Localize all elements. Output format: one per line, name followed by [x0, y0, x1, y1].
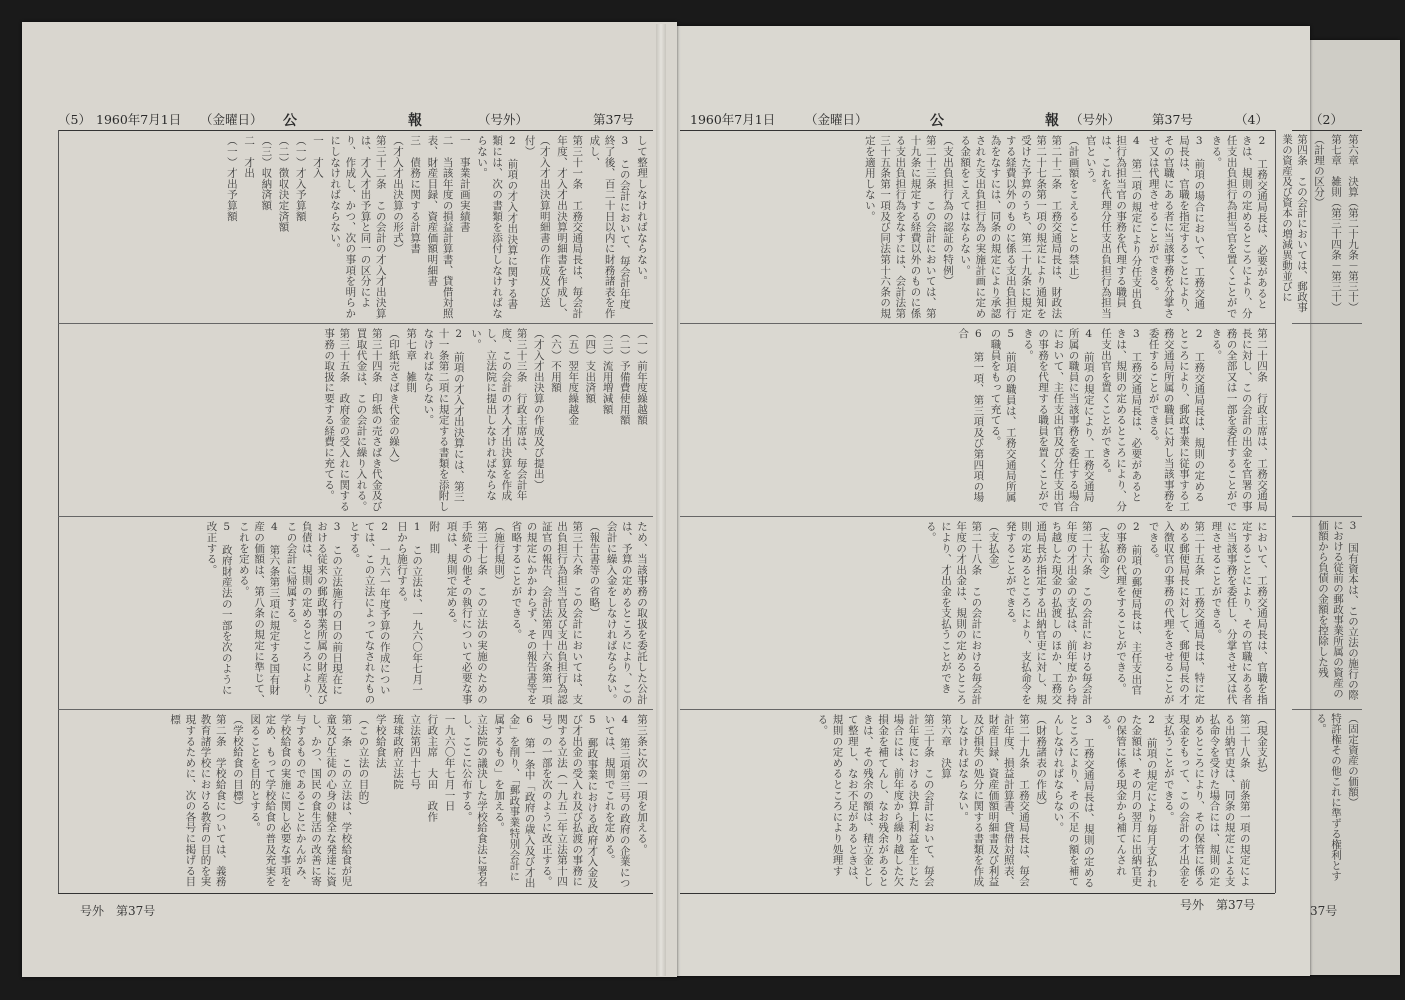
right-page-title-a: 公 [930, 113, 944, 129]
text-paragraph: 5 政府財産法の一部を次のように改正する。 [205, 521, 233, 696]
text-paragraph: （この立法の目的） [357, 714, 370, 812]
left-text-block-1 [60, 131, 653, 323]
back-text-block-1 [1281, 134, 1360, 320]
text-paragraph: 第二十二条 工務交通局長は、財政法第二十七条第一項の規定により通知を受けた予算のうち、第二十九条に規定する経費以外のものに係る支出負担行為をなすには、同条の規定により承認された支出負担行為の実施計画に定める金額をこえてはならない。 [959, 135, 1063, 319]
left-page-kind: （号外） [478, 112, 529, 127]
text-paragraph: 第三条に次の一項を加える。 [636, 714, 648, 855]
text-paragraph: 5 前項の職員は、工務交通局所属の職員をもって充てる。 [989, 328, 1017, 503]
text-paragraph: 2 工務交通局長は、必要があるときは、規則の定めるところにより、分任支出負担行為担当官を置くことができる。 [1210, 135, 1268, 319]
back-row-divider-1 [1292, 323, 1362, 324]
text-paragraph: 第四条 この会計においては、郵政事業の資産及び資本の増減異動並びに [1281, 134, 1308, 313]
text-paragraph: 1 この立法は、一九六〇年七月一日から施行する。 [395, 521, 424, 696]
text-paragraph: 一九六〇年七月一日 [443, 714, 456, 812]
text-paragraph: 第二十八条 この会計における毎会計年度の才出金は、規則の定めるところにより、才出金を支払うことができる。 [924, 521, 983, 705]
text-paragraph: （四）支出済額 [584, 328, 597, 404]
text-paragraph: 2 前項の才入才出決算に関する書類には、次の書類を添付しなければならない。 [475, 135, 519, 319]
left-page-title-b: 報 [408, 113, 422, 129]
back-page-number: （2） [1310, 112, 1343, 127]
text-paragraph: （一）前年度繰越額 [636, 328, 648, 426]
text-paragraph: （固定資産の価額） [1347, 713, 1359, 808]
text-paragraph: 第三十条 この会計において、毎会計年度における決算上利益を生じた場合には、前年度から繰り越した欠損金を補てんし、なお残余があるときは、その残余の額は、積立金として整理し、なお不足があるときは、規則の定めるところにより処理する。 [816, 714, 935, 887]
text-paragraph: 第三十六条 この会計においては、支出負担行為担当官及び支出負担行為認証官の報告、会計法第四十六条第一項の規定にかかわらず、その報告書等を省略することができる。 [510, 521, 584, 705]
text-paragraph: において、工務交通局長は、官職を指定することにより、その官職にある者に当該事務を委任し、分掌させ又は代理させることができる。 [1210, 521, 1268, 705]
text-paragraph: 特許権その他これに準ずる権利とする。 [1315, 713, 1342, 881]
back-text-block-4 [1294, 713, 1360, 893]
text-paragraph: 二 当該年度の損益計算書、貸借対照表、財産目録、資産価額明細書 [426, 135, 454, 319]
text-paragraph: 4 第二項の規定により分任支出負担行為担当官の事務を代理する職員は、これを代理分任支出負担行為担当官という。 [1084, 135, 1143, 319]
text-paragraph: 第二十六条 この会計における毎会計年度の才出金の支払は、前年度から持ち越した現金の払渡しのほか、工務交通局長が指定する出納官吏に対し、規則の定めるところにより、支払命令を発することができる。 [1004, 521, 1093, 705]
right-page-footer: 号外 第37号 [1180, 898, 1256, 912]
text-paragraph: （計画額をこえることの禁止） [1067, 135, 1080, 287]
text-paragraph: 第三十二条 この会計の才入才出決算は、才入才出予算と同一の区分により、作成し、かつ、次の事項を明らかにしなければならない。 [329, 135, 387, 319]
text-paragraph: 3 工務交通局長は、必要があるときは、規則の定めるところにより、分任支出官を置くことができる。 [1099, 328, 1143, 512]
text-paragraph: 行政主席 大田 政作 [426, 714, 439, 822]
right-page-kind: （号外） [1070, 112, 1121, 127]
left-page-number: （5） [58, 112, 91, 127]
center-fold [656, 24, 666, 976]
text-paragraph: 学校給食法 [374, 714, 387, 768]
text-paragraph: して整理しなければならない。 [636, 135, 648, 287]
text-paragraph: （一）才入予算額 [294, 135, 307, 222]
right-page-date: 1960年7月1日 [690, 112, 776, 127]
text-paragraph: （二）予備費使用額 [618, 328, 631, 426]
text-paragraph: （六）不用額 [549, 328, 562, 393]
text-paragraph: （二）徴収決定済額 [277, 135, 290, 233]
text-paragraph: 2 前項の郵便局長は、主任支出官の事務の代理をすることができる。 [1115, 521, 1143, 696]
right-text-block-4 [680, 710, 1273, 893]
text-paragraph: 琉球政府立法院 [391, 714, 404, 790]
left-page-date: 1960年7月1日 [96, 112, 182, 127]
text-paragraph: 4 第六条第三項に規定する国有財産の価額は、第八条の規定に準じて、これを定める。 [237, 521, 281, 705]
text-paragraph: 第二十四条 行政主席は、工務交通局長に対し、この会計の出金を官署の事務の全部又は一部を委任することができる。 [1210, 328, 1268, 512]
right-text-block-1 [680, 131, 1273, 323]
text-paragraph: （現金支払） [1256, 714, 1268, 779]
text-paragraph: 附 則 [428, 521, 441, 554]
left-page-issue: 第37号 [593, 112, 634, 127]
text-paragraph: （学校給食の目標） [231, 714, 244, 812]
left-block-3-text [203, 521, 649, 705]
right-page-number: （4） [1235, 112, 1268, 127]
left-block-1-text [224, 135, 649, 319]
back-block-1-text [1279, 134, 1360, 320]
text-paragraph: 第七章 雑則（第三十四条－第三十） [1330, 134, 1342, 313]
text-paragraph: （一）才出予算額 [225, 135, 238, 222]
left-block-4-text [167, 714, 649, 889]
text-paragraph: 一 才入 [311, 135, 324, 179]
text-paragraph: 三 債務に関する計算書 [409, 135, 422, 254]
text-paragraph: （支払命令） [1097, 521, 1110, 586]
text-paragraph: （才入才出決算の作成及び提出） [532, 328, 545, 490]
text-paragraph: 立法第四十七号 [409, 714, 422, 790]
text-paragraph: ため、当該事務の取扱を委託した公計は、予算の定めるところにより、この会計に繰入金をしなければならない。 [605, 521, 648, 705]
text-paragraph: 3 この立法施行の日の前日現在における従来の郵政事業所属の財産及び負債は、規則の定めるところにより、この会計に帰属する。 [285, 521, 344, 705]
text-paragraph: 2 前項の才入才出決算には、第三十一条第二項に規定する書類を添附しなければならない。 [422, 328, 465, 512]
text-paragraph: 4 第三項第三号の政府の企業については、規則でこれを定める。 [603, 714, 631, 889]
text-paragraph: 第三十三条 行政主席は、毎会計年度、この会計の才入才出決算を作成し、立法院に提出しなければならない。 [469, 328, 528, 501]
left-bottom-rule [58, 893, 653, 894]
text-paragraph: 第二十八条 前条第一項の規定による出納官吏は、同条の規定による支払命令を受けた場合には、規則の定めるところにより、その保管に係る現金をもって、この会計の才出金を支払うことができる。 [1162, 714, 1251, 887]
left-text-block-2 [60, 324, 653, 516]
text-paragraph: （三）流用増減額 [601, 328, 614, 415]
text-paragraph: 第七章 雑則 [405, 328, 418, 393]
text-paragraph: 第三十七条 この立法の実施のための手続その他その執行について必要な事項は、規則で定める。 [445, 521, 488, 705]
text-paragraph: 二 才出 [243, 135, 256, 179]
right-text-block-2 [680, 324, 1273, 516]
right-text-block-3 [680, 517, 1273, 709]
left-page-footer: 号外 第37号 [80, 904, 156, 918]
text-paragraph: （財務諸表の作成） [1035, 714, 1048, 812]
text-paragraph: 第一条 この立法は、学校給食が児童及び生徒の心身の健全な発達に資し、かつ、国民の食生活の改善に寄与するものであることにかんがみ、学校給食の実施に関し必要な事項を定め、もって学校給食の普及充実を図ることを目的とする。 [249, 714, 353, 887]
text-paragraph: 3 前項の場合において、工務交通局長は、官職を指定することにより、その官職にある者に当該事務を分掌させ又は代理させることができる。 [1147, 135, 1206, 319]
text-paragraph: 3 国有資本は、この立法の施行の際における従前の郵政事業所属の資産の価額から負債の金額を控除した残 [1317, 520, 1359, 700]
text-paragraph: 2 工務交通局長は、規則の定めるところにより、郵政事業に従事する工務交通局所属の職員に対し当該事務を委任することができる。 [1147, 328, 1206, 512]
text-paragraph: 第二十九条 工務交通局長は、毎会計年度、損益計算書、貸借対照表、財産目録、資産価額明細書及び利益及び損失の処分に関する書類を作成しなければならない。 [957, 714, 1030, 887]
text-paragraph: （印紙売さばき代金の繰入） [387, 328, 400, 469]
left-text-block-4 [60, 710, 653, 893]
text-paragraph: （報告書等の省略） [588, 521, 601, 619]
text-paragraph: 第三十四条 印紙の売さばき代金及び買取代金は、この会計に繰り入れる。 [355, 328, 383, 512]
text-paragraph: （施行規則） [493, 521, 506, 586]
left-block-2-text [321, 328, 649, 512]
text-paragraph: 5 郵政事業における政府才入金及び才出金の受入れ及び払渡の事務に関する立法（一九五二年立法第十四号）の一部を次のように改正する。 [540, 714, 599, 889]
right-block-2-text [955, 328, 1269, 512]
text-paragraph: 第六章 決算（第二十九条－第三十） [1347, 134, 1359, 313]
text-paragraph: 6 第一条中「政府の歳入及び才出金」を削り、「郵政事業特別会計に属するもの」を加える。 [493, 714, 536, 889]
text-paragraph: 第二十三条 この会計においては、第十九条に規定する経費以外のものに係る支出負担行為をなすには、会計法第三十五条第一項及び同法第十六条の規定を適用しない。 [863, 135, 937, 319]
right-block-3-text [923, 521, 1269, 705]
right-bottom-rule [680, 893, 1275, 894]
right-page-issue: 第37号 [1152, 112, 1193, 127]
left-page-weekday: （金曜日） [200, 112, 263, 127]
text-paragraph: 第二条 学校給食については、義務教育諸学校における教育の目的を実現するために、次の各号に掲げる目標 [169, 714, 227, 887]
text-paragraph: 3 この会計において、毎会計年度終了後、百二十日以内に財務諸表を作成し、 [588, 135, 631, 319]
text-paragraph: 3 工務交通局長は、規則の定めるところにより、その不足の額を補てんしなければならない。 [1052, 714, 1095, 889]
text-paragraph: 立法院の議決した学校給食法に署名し、ここに公布する。 [460, 714, 488, 887]
back-text-block-3 [1294, 520, 1360, 706]
text-paragraph: 第六章 決算 [939, 714, 952, 779]
text-paragraph: （才入才出決算の形式） [391, 135, 404, 254]
text-paragraph: 2 一九六一年度予算の作成については、この立法によってなされたものとする。 [348, 521, 391, 705]
text-paragraph: （支出負担行為の認証の特例） [941, 135, 954, 287]
text-paragraph: 第二十五条 工務交通局長は、特に定める郵便局長に対して、郵便局長の才入徴収官の事務の代理をさせることができる。 [1147, 521, 1206, 705]
text-paragraph: （計理の区分） [1313, 134, 1325, 208]
right-page-title-b: 報 [1045, 113, 1059, 129]
right-outer-rule [1275, 130, 1276, 893]
text-paragraph: 4 前項の規定により、工務交通局所属の職員に当該事務を委任する場合において、主任支出官及び分任支出官の事務を代理する職員を置くことができる。 [1021, 328, 1095, 512]
back-block-4-text [1313, 713, 1360, 893]
back-row-divider-2 [1292, 516, 1362, 517]
text-paragraph: 第三十一条 工務交通局長は、毎会計年度、才入才出決算明細書を作成し、 [555, 135, 584, 319]
left-page-title-a: 公 [283, 113, 297, 129]
back-header-rule [1292, 130, 1362, 131]
back-page-footer: 37号 [1310, 904, 1338, 918]
text-paragraph: （五）翌年度繰越金 [567, 328, 580, 426]
back-block-3-text [1315, 520, 1360, 706]
text-paragraph: （三）収納済額 [260, 135, 273, 211]
right-block-1-text [862, 135, 1269, 319]
left-text-block-3 [60, 517, 653, 709]
right-block-4-text [814, 714, 1269, 889]
back-row-divider-3 [1292, 709, 1362, 710]
right-page-weekday: （金曜日） [805, 112, 868, 127]
text-paragraph: （支払金） [987, 521, 1000, 575]
text-paragraph: （才入才出決算明細書の作成及び送付） [523, 135, 551, 308]
text-paragraph: 第三十五条 政府金の受入れに関する事務の取扱に要する経費に充てる。 [323, 328, 351, 512]
text-paragraph: 6 第一項、第三項及び第四項の場合 [957, 328, 985, 503]
text-paragraph: 2 前項の規定により毎月支払われた金額は、その月の翌月に出納官吏の保管に係る現金から補てんされる。 [1099, 714, 1158, 889]
left-outer-rule [58, 130, 59, 893]
text-paragraph: 一 事業計画実績書 [458, 135, 471, 233]
